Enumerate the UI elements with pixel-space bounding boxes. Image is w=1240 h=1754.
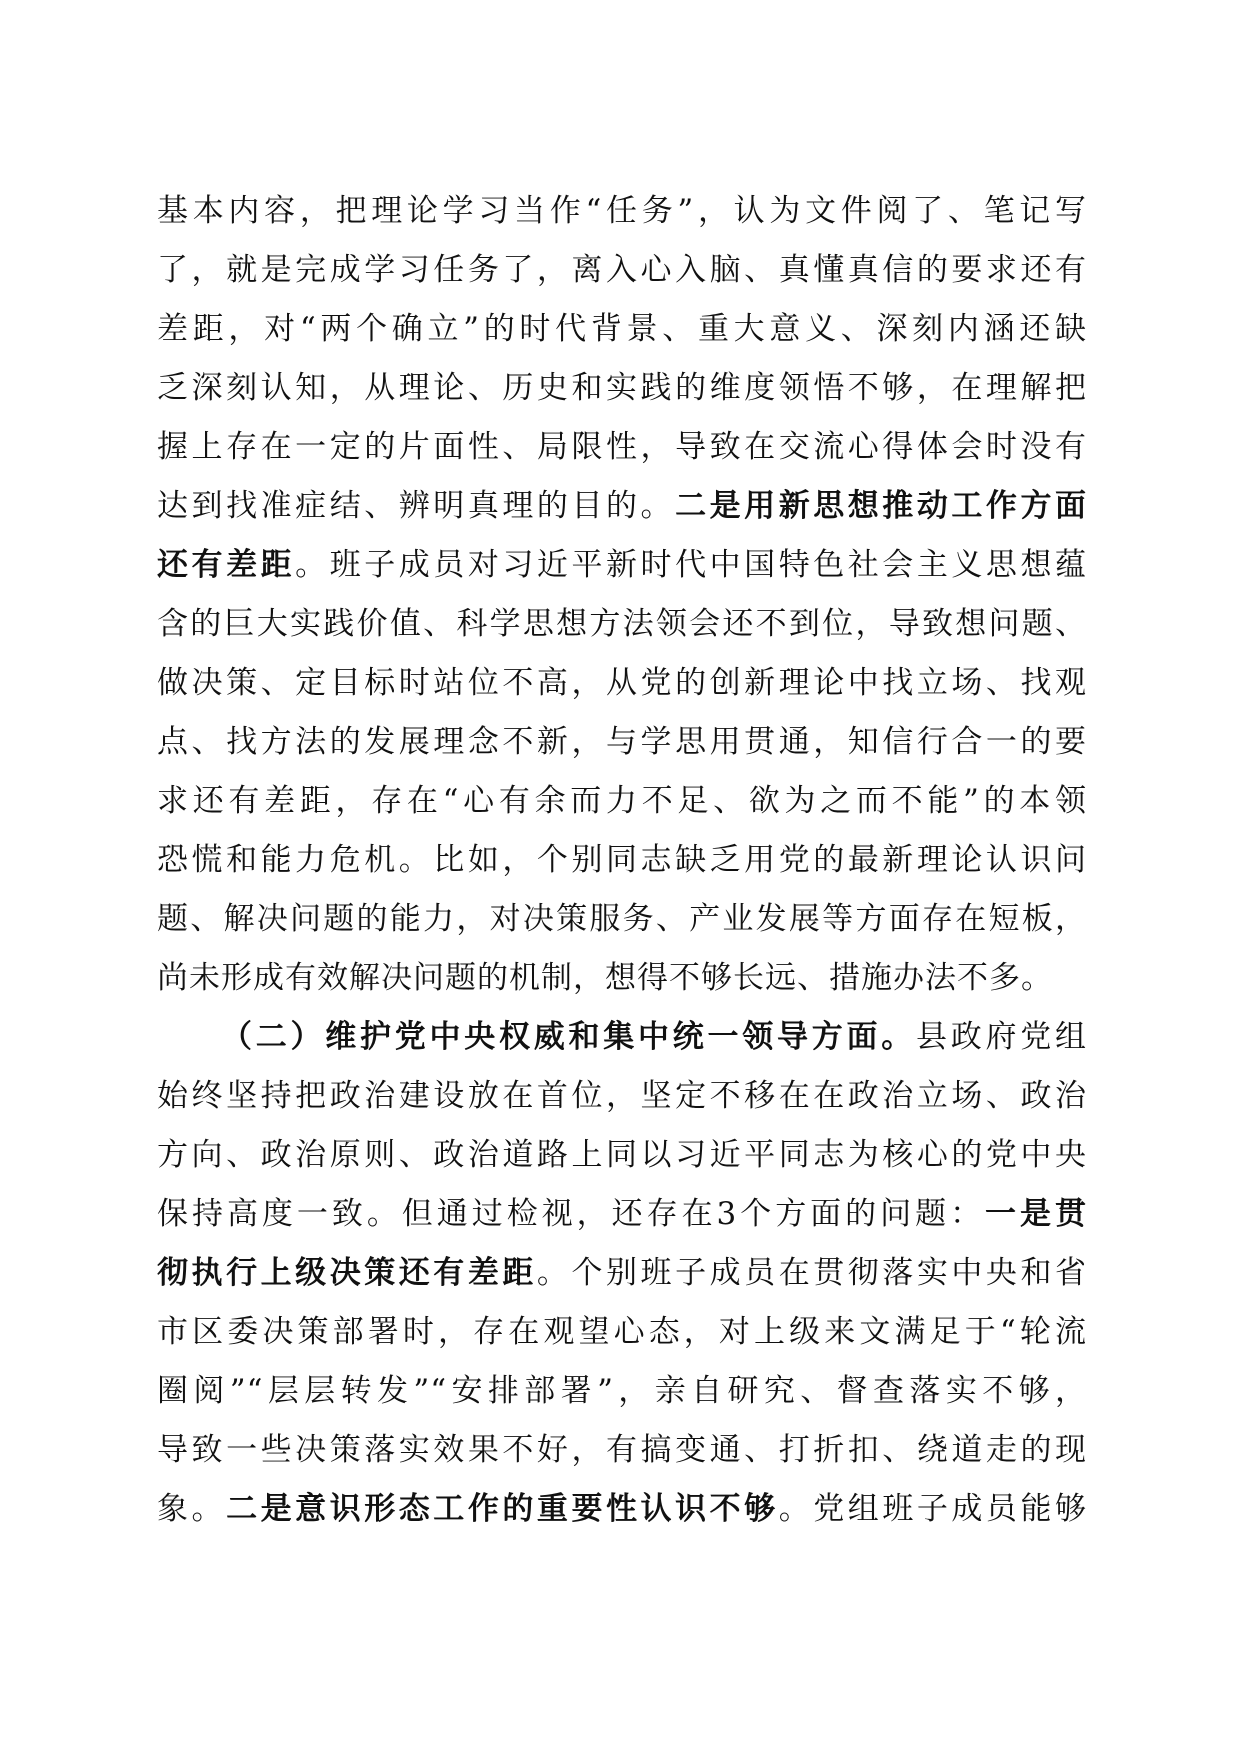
text-line [157,241,1087,300]
text-segment: 。党组班子成员能够 [778,1491,1088,1527]
text-line [157,890,1087,949]
text-segment: 了，就是完成学习任务了，离入心入脑、真懂真信的要求还有 [157,252,1087,288]
section-heading-line [157,1008,1087,1067]
text-segment: 始终坚持把政治建设放在首位，坚定不移在在政治立场、政治 [157,1078,1087,1114]
text-line [157,1303,1087,1362]
text-segment: 乏深刻认知，从理论、历史和实践的维度领悟不够，在理解把 [157,370,1087,406]
text-line [157,418,1087,477]
text-line [157,1244,1087,1303]
text-line [157,831,1087,890]
text-segment: 差距，对“两个确立”的时代背景、重大意义、深刻内涵还缺 [157,311,1087,347]
text-segment: 含的巨大实践价值、科学思想方法领会还不到位，导致想问题、 [157,606,1087,642]
text-segment: 方向、政治原则、政治道路上同以习近平同志为核心的党中央 [157,1137,1087,1173]
text-segment: 做决策、定目标时站位不高，从党的创新理论中找立场、找观 [157,665,1087,701]
text-segment: 。班子成员对习近平新时代中国特色社会主义思想蕴 [295,547,1087,583]
text-line [157,536,1087,595]
text-segment: 象。 [157,1491,227,1527]
text-line [157,182,1087,241]
text-line [157,477,1087,536]
text-line [157,300,1087,359]
text-segment: 保持高度一致。但通过检视，还存在3个方面的问题： [157,1196,986,1232]
text-segment: 导致一些决策落实效果不好，有搞变通、打折扣、绕道走的现 [157,1432,1087,1468]
text-line [157,713,1087,772]
document-body-text [157,182,1087,1539]
bold-heading-segment: 彻执行上级决策还有差距 [157,1255,537,1291]
text-line [157,654,1087,713]
text-segment: 市区委决策部署时，存在观望心态，对上级来文满足于“轮流 [157,1314,1087,1350]
text-line [157,595,1087,654]
bold-heading-segment: 二是用新思想推动工作方面 [675,488,1088,524]
text-segment: 握上存在一定的片面性、局限性，导致在交流心得体会时没有 [157,429,1087,465]
text-line [157,772,1087,831]
bold-heading-segment: 二是意识形态工作的重要性认识不够 [226,1491,779,1527]
text-line [157,1067,1087,1126]
text-segment: 达到找准症结、辨明真理的目的。 [157,488,676,524]
text-segment: 圈阅”“层层转发”“安排部署”，亲自研究、督查落实不够， [157,1373,1087,1409]
text-segment: 题、解决问题的能力，对决策服务、产业发展等方面存在短板， [157,901,1087,937]
text-segment: 恐慌和能力危机。比如，个别同志缺乏用党的最新理论认识问 [157,842,1087,878]
text-line [157,1362,1087,1421]
bold-heading-segment: 一是贯 [985,1196,1087,1232]
text-segment: 点、找方法的发展理念不新，与学思用贯通，知信行合一的要 [157,724,1087,760]
text-segment: 县政府党组 [916,1019,1087,1055]
text-segment: 尚未形成有效解决问题的机制，想得不够长远、措施办法不多。 [157,960,1053,996]
text-line [157,1126,1087,1185]
text-segment: 求还有差距，存在“心有余而力不足、欲为之而不能”的本领 [157,783,1087,819]
bold-heading-segment: 还有差距 [157,547,296,583]
text-line [157,1421,1087,1480]
text-line [157,949,1087,1008]
text-segment: 。个别班子成员在贯彻落实中央和省 [536,1255,1087,1291]
section-heading: （二）维护党中央权威和集中统一领导方面。 [221,1019,916,1055]
text-line [157,1480,1087,1539]
text-line [157,1185,1087,1244]
text-segment: 基本内容，把理论学习当作“任务”，认为文件阅了、笔记写 [157,193,1087,229]
text-line [157,359,1087,418]
